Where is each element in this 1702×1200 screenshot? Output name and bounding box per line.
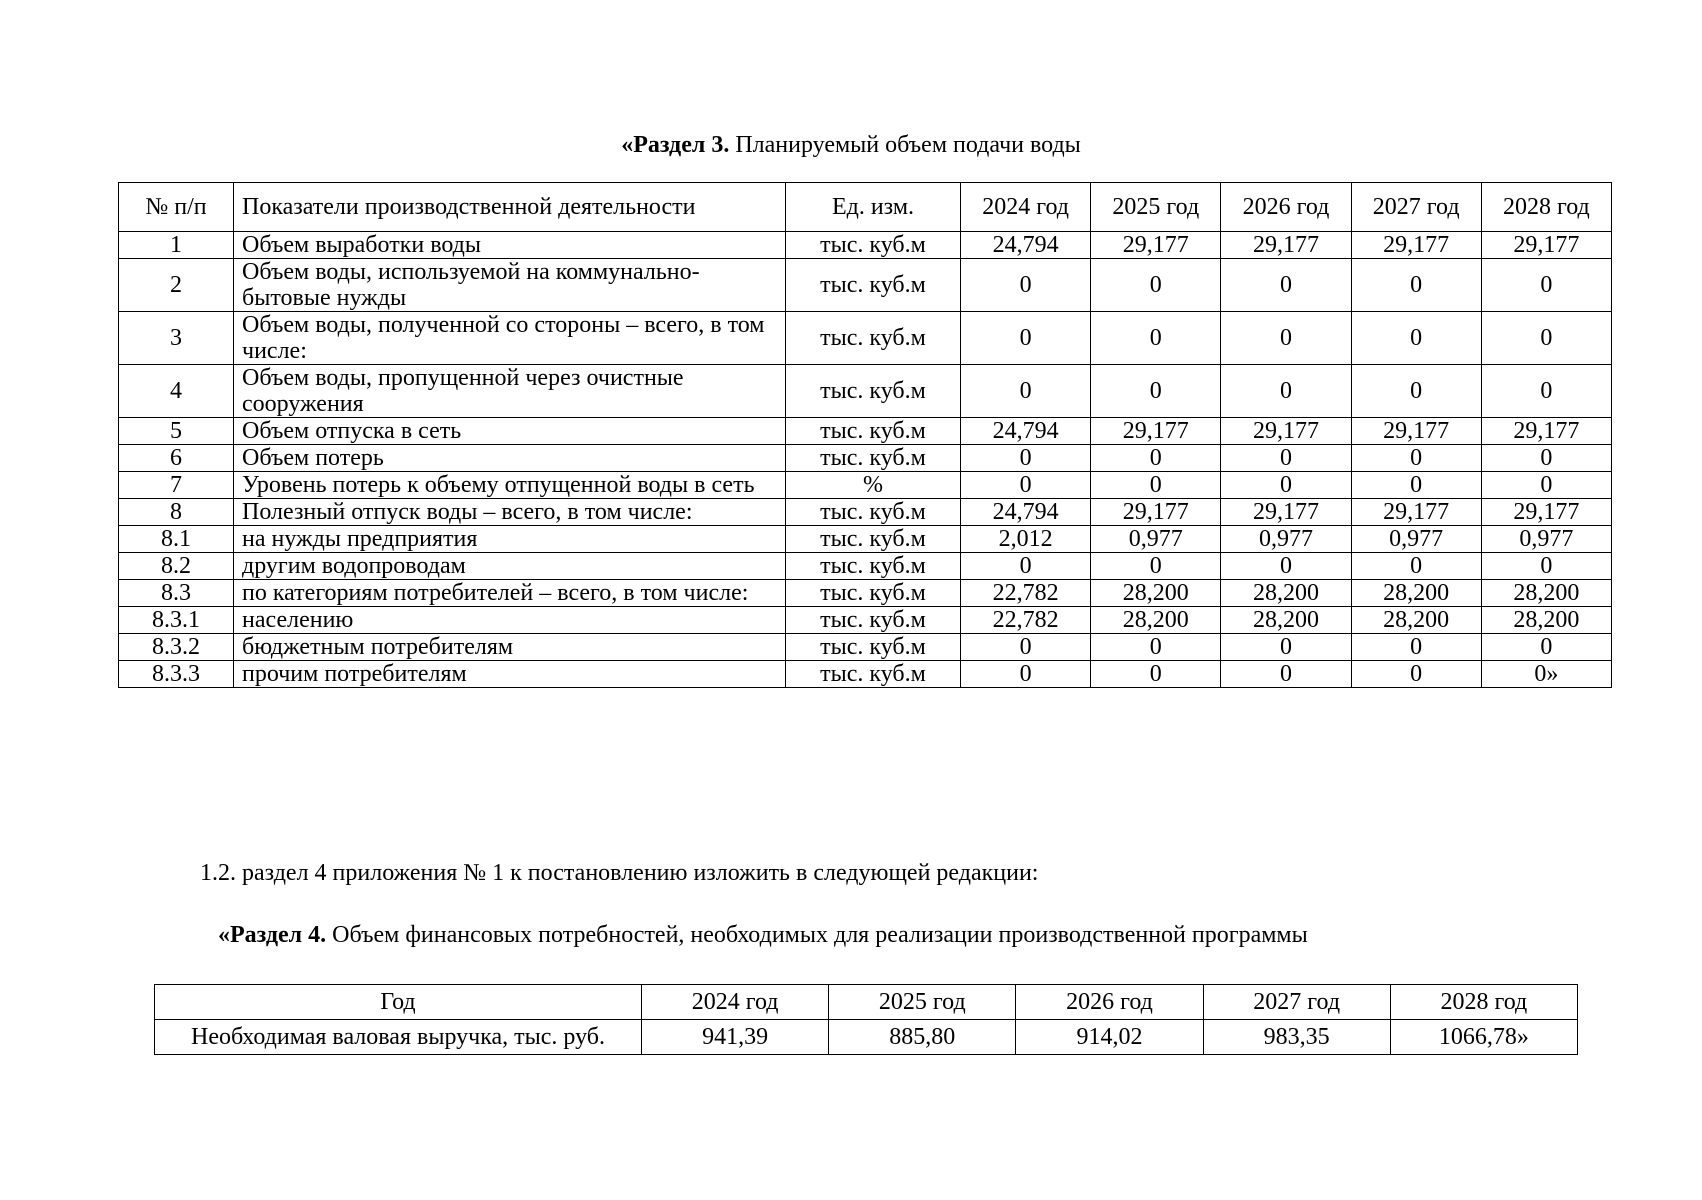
row-value-2024: 24,794	[961, 418, 1091, 445]
row-value-2024: 0	[961, 472, 1091, 499]
row-value-2025: 0	[1091, 472, 1221, 499]
row-value-2025: 0	[1091, 259, 1221, 312]
row-value-2025: 0	[1091, 312, 1221, 365]
row-value-2027: 0	[1351, 634, 1481, 661]
row-indicator: Объем воды, используемой на коммунально-бытовые нужды	[234, 259, 786, 312]
row-value-2026: 0	[1221, 553, 1351, 580]
row-unit: тыс. куб.м	[786, 661, 961, 688]
row-unit: %	[786, 472, 961, 499]
table-row	[119, 445, 1612, 472]
row-value-2024: 0	[961, 661, 1091, 688]
water-supply-table	[118, 182, 1612, 688]
section4-heading-text: Объем финансовых потребностей, необходимых для реализации производственной программы	[326, 922, 1308, 948]
table-row	[119, 312, 1612, 365]
table-row	[119, 661, 1612, 688]
row-value-2025: 28,200	[1091, 580, 1221, 607]
row-indicator: Объем выработки воды	[234, 232, 786, 259]
row-unit: тыс. куб.м	[786, 634, 961, 661]
row-value-2024: 0	[961, 553, 1091, 580]
row-value-2028: 0	[1481, 634, 1611, 661]
row-indicator: Объем отпуска в сеть	[234, 418, 786, 445]
row-value-2027: 29,177	[1351, 418, 1481, 445]
row-value-2027: 0	[1351, 472, 1481, 499]
row-value-2025: 29,177	[1091, 499, 1221, 526]
header-2026: 2026 год	[1221, 183, 1351, 232]
section3-heading-text: Планируемый объем подачи воды	[729, 132, 1081, 158]
row-number: 8	[119, 499, 234, 526]
row-value-2026: 29,177	[1221, 418, 1351, 445]
section4-heading-bold: «Раздел 4.	[218, 922, 327, 948]
row-indicator: бюджетным потребителям	[234, 634, 786, 661]
row-value-2024: 24,794	[961, 499, 1091, 526]
row-value-2024: 22,782	[961, 607, 1091, 634]
table-row	[119, 259, 1612, 312]
row-value-2025: 0,977	[1091, 526, 1221, 553]
row-value-2028: 28,200	[1481, 580, 1611, 607]
row-unit: тыс. куб.м	[786, 526, 961, 553]
row-value-2027: 29,177	[1351, 232, 1481, 259]
table-row	[119, 553, 1612, 580]
table-row	[119, 526, 1612, 553]
row-value-2028: 28,200	[1481, 607, 1611, 634]
row-value-2028: 0	[1481, 365, 1611, 418]
row-number: 8.3.2	[119, 634, 234, 661]
row-value-2026: 0	[1221, 365, 1351, 418]
row-value-2025: 0	[1091, 661, 1221, 688]
row-unit: тыс. куб.м	[786, 553, 961, 580]
row-indicator: прочим потребителям	[234, 661, 786, 688]
row-value-2025: 0	[1091, 365, 1221, 418]
row-value-2026: 0	[1221, 259, 1351, 312]
amendment-paragraph: 1.2. раздел 4 приложения № 1 к постановлению изложить в следующей редакции:	[200, 860, 1039, 886]
row-value-2027: 28,200	[1351, 580, 1481, 607]
row-unit: тыс. куб.м	[786, 607, 961, 634]
table-row	[119, 499, 1612, 526]
row-indicator: Объем потерь	[234, 445, 786, 472]
row-number: 5	[119, 418, 234, 445]
row-value-2025: 0	[1091, 445, 1221, 472]
row-number: 1	[119, 232, 234, 259]
row-unit: тыс. куб.м	[786, 365, 961, 418]
row-value-2027: 0	[1351, 312, 1481, 365]
section3-heading	[0, 132, 1702, 159]
row-value-2024: 0	[961, 365, 1091, 418]
value-2025: 885,80	[829, 1020, 1016, 1055]
header-2025: 2025 год	[1091, 183, 1221, 232]
row-value-2028: 0	[1481, 553, 1611, 580]
row-value-2027: 0	[1351, 553, 1481, 580]
header-2027: 2027 год	[1351, 183, 1481, 232]
row-indicator: по категориям потребителей – всего, в том числе:	[234, 580, 786, 607]
value-2026: 914,02	[1016, 1020, 1203, 1055]
row-value-2026: 28,200	[1221, 607, 1351, 634]
financial-needs-table	[154, 984, 1578, 1055]
row-number: 4	[119, 365, 234, 418]
row-indicator: Объем воды, полученной со стороны – всего, в том числе:	[234, 312, 786, 365]
header-2028: 2028 год	[1390, 985, 1577, 1020]
row-indicator: Объем воды, пропущенной через очистные сооружения	[234, 365, 786, 418]
header-2024: 2024 год	[642, 985, 829, 1020]
table-row	[119, 232, 1612, 259]
header-2027: 2027 год	[1203, 985, 1390, 1020]
row-value-2026: 29,177	[1221, 232, 1351, 259]
row-unit: тыс. куб.м	[786, 232, 961, 259]
revenue-label: Необходимая валовая выручка, тыс. руб.	[155, 1020, 642, 1055]
row-value-2027: 0	[1351, 661, 1481, 688]
row-unit: тыс. куб.м	[786, 445, 961, 472]
row-value-2028: 0,977	[1481, 526, 1611, 553]
row-unit: тыс. куб.м	[786, 580, 961, 607]
row-value-2028: 0»	[1481, 661, 1611, 688]
row-value-2024: 0	[961, 312, 1091, 365]
row-value-2025: 29,177	[1091, 232, 1221, 259]
row-value-2024: 24,794	[961, 232, 1091, 259]
row-value-2026: 28,200	[1221, 580, 1351, 607]
row-value-2028: 0	[1481, 472, 1611, 499]
row-value-2028: 0	[1481, 312, 1611, 365]
row-value-2025: 29,177	[1091, 418, 1221, 445]
row-value-2028: 0	[1481, 259, 1611, 312]
table-row	[119, 580, 1612, 607]
table-header-row	[155, 985, 1578, 1020]
row-value-2024: 0	[961, 445, 1091, 472]
row-value-2025: 28,200	[1091, 607, 1221, 634]
row-number: 8.3.3	[119, 661, 234, 688]
row-indicator: другим водопроводам	[234, 553, 786, 580]
header-year: Год	[155, 985, 642, 1020]
row-value-2025: 0	[1091, 553, 1221, 580]
header-unit: Ед. изм.	[786, 183, 961, 232]
row-number: 8.2	[119, 553, 234, 580]
table-row	[119, 472, 1612, 499]
header-num: № п/п	[119, 183, 234, 232]
row-unit: тыс. куб.м	[786, 499, 961, 526]
row-indicator: на нужды предприятия	[234, 526, 786, 553]
table-row	[119, 607, 1612, 634]
row-value-2027: 0	[1351, 259, 1481, 312]
row-value-2024: 2,012	[961, 526, 1091, 553]
table-header-row	[119, 183, 1612, 232]
table-row	[155, 1020, 1578, 1055]
row-value-2026: 0	[1221, 472, 1351, 499]
row-value-2024: 22,782	[961, 580, 1091, 607]
row-value-2026: 0	[1221, 312, 1351, 365]
row-indicator: населению	[234, 607, 786, 634]
row-value-2025: 0	[1091, 634, 1221, 661]
row-value-2024: 0	[961, 259, 1091, 312]
row-value-2026: 0	[1221, 661, 1351, 688]
row-unit: тыс. куб.м	[786, 259, 961, 312]
row-value-2026: 0	[1221, 445, 1351, 472]
value-2027: 983,35	[1203, 1020, 1390, 1055]
row-value-2028: 0	[1481, 445, 1611, 472]
row-value-2027: 0	[1351, 445, 1481, 472]
row-value-2027: 29,177	[1351, 499, 1481, 526]
row-indicator: Полезный отпуск воды – всего, в том числе:	[234, 499, 786, 526]
row-value-2027: 0	[1351, 365, 1481, 418]
row-value-2024: 0	[961, 634, 1091, 661]
row-number: 8.3.1	[119, 607, 234, 634]
row-number: 8.3	[119, 580, 234, 607]
row-unit: тыс. куб.м	[786, 418, 961, 445]
row-value-2026: 0	[1221, 634, 1351, 661]
header-2025: 2025 год	[829, 985, 1016, 1020]
row-indicator: Уровень потерь к объему отпущенной воды в сеть	[234, 472, 786, 499]
water-supply-table-body	[119, 232, 1612, 688]
section4-heading	[218, 922, 1308, 949]
value-2024: 941,39	[642, 1020, 829, 1055]
value-2028: 1066,78»	[1390, 1020, 1577, 1055]
row-value-2026: 0,977	[1221, 526, 1351, 553]
row-number: 8.1	[119, 526, 234, 553]
row-value-2026: 29,177	[1221, 499, 1351, 526]
row-value-2028: 29,177	[1481, 418, 1611, 445]
row-value-2027: 28,200	[1351, 607, 1481, 634]
row-unit: тыс. куб.м	[786, 312, 961, 365]
header-indicator: Показатели производственной деятельности	[234, 183, 786, 232]
row-number: 6	[119, 445, 234, 472]
table-row	[119, 634, 1612, 661]
header-2024: 2024 год	[961, 183, 1091, 232]
row-number: 7	[119, 472, 234, 499]
row-number: 3	[119, 312, 234, 365]
section3-heading-bold: «Раздел 3.	[621, 132, 730, 158]
table-row	[119, 365, 1612, 418]
row-value-2027: 0,977	[1351, 526, 1481, 553]
row-value-2028: 29,177	[1481, 232, 1611, 259]
header-2026: 2026 год	[1016, 985, 1203, 1020]
table-row	[119, 418, 1612, 445]
row-number: 2	[119, 259, 234, 312]
header-2028: 2028 год	[1481, 183, 1611, 232]
row-value-2028: 29,177	[1481, 499, 1611, 526]
